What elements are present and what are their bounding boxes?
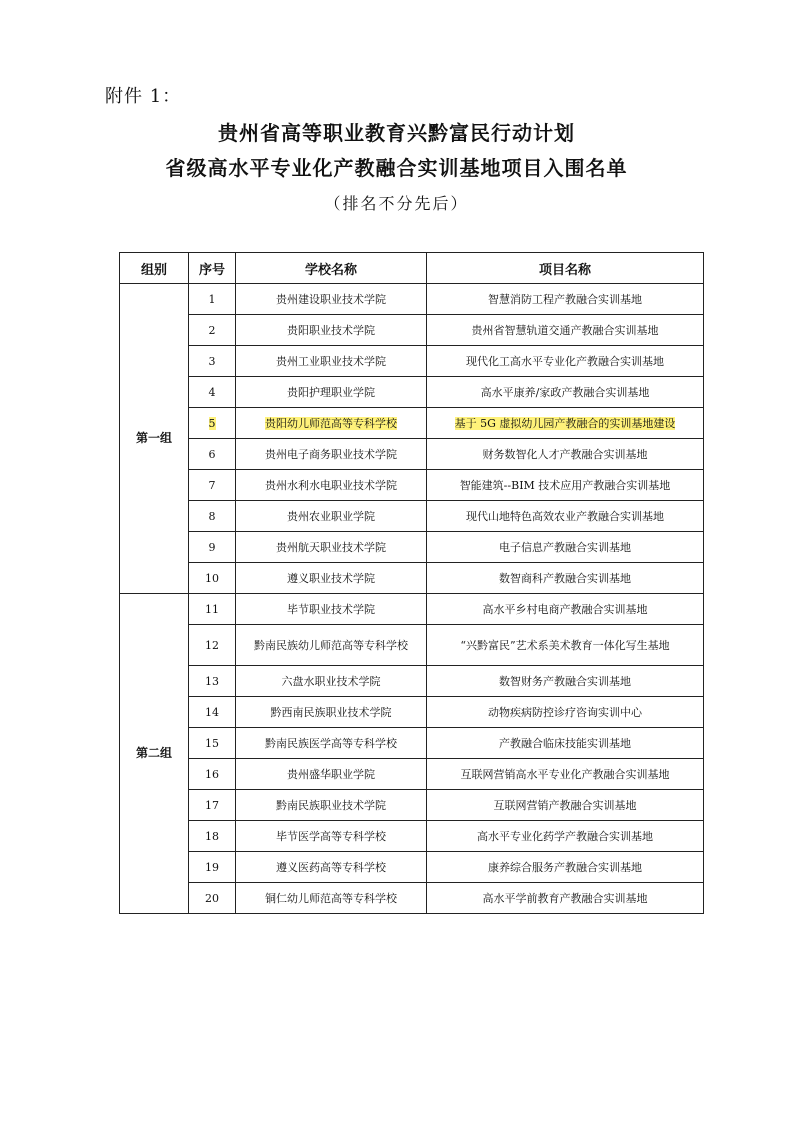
seq-cell-text: 3 <box>208 354 216 368</box>
ranking-note: （排名不分先后） <box>324 194 469 213</box>
seq-cell-text: 13 <box>205 674 219 688</box>
seq-cell <box>189 759 236 790</box>
table-row <box>120 852 704 883</box>
seq-cell <box>189 625 236 666</box>
seq-cell-text: 17 <box>205 798 219 812</box>
project-name-cell-text: 数智商科产教融合实训基地 <box>499 571 631 585</box>
table-row <box>120 821 704 852</box>
school-name-cell <box>236 439 427 470</box>
group-name-cell: 第二组 <box>120 594 189 914</box>
school-name-cell-text: 贵州建设职业技术学院 <box>276 292 386 306</box>
project-name-cell-text: 基于 5G 虚拟幼儿园产教融合的实训基地建设 <box>454 416 676 430</box>
seq-cell-text: 2 <box>208 323 216 337</box>
school-name-cell-text: 黔南民族医学高等专科学校 <box>265 736 397 750</box>
seq-cell-text: 18 <box>205 829 219 843</box>
school-name-cell-text: 贵州电子商务职业技术学院 <box>265 447 397 461</box>
project-name-cell <box>427 470 704 501</box>
seq-cell-text: 10 <box>205 571 219 585</box>
column-header-group: 组别 <box>120 253 189 284</box>
table-row <box>120 377 704 408</box>
table-row <box>120 284 704 315</box>
project-name-cell-text: 智慧消防工程产教融合实训基地 <box>488 292 642 306</box>
table-row <box>120 883 704 914</box>
school-name-cell-text: 贵州水利水电职业技术学院 <box>265 478 397 492</box>
table-row <box>120 790 704 821</box>
project-name-cell <box>427 501 704 532</box>
seq-cell <box>189 594 236 625</box>
project-name-cell <box>427 315 704 346</box>
table-row <box>120 697 704 728</box>
school-name-cell-text: 铜仁幼儿师范高等专科学校 <box>265 891 397 905</box>
table-row <box>120 501 704 532</box>
project-name-cell-text: 智能建筑--BIM 技术应用产教融合实训基地 <box>459 478 671 492</box>
attachment-label: 附件 1： <box>105 86 182 107</box>
table-row <box>120 408 704 439</box>
school-name-cell <box>236 284 427 315</box>
project-name-cell-text: 互联网营销产教融合实训基地 <box>493 798 637 812</box>
shortlist-table <box>119 252 704 914</box>
school-name-cell-text: 毕节医学高等专科学校 <box>276 829 386 843</box>
seq-cell <box>189 883 236 914</box>
school-name-cell <box>236 697 427 728</box>
seq-cell <box>189 666 236 697</box>
seq-cell <box>189 439 236 470</box>
school-name-cell-text: 黔西南民族职业技术学院 <box>270 705 392 719</box>
school-name-cell <box>236 728 427 759</box>
column-header-school: 学校名称 <box>236 253 427 284</box>
table-row <box>120 563 704 594</box>
school-name-cell-text: 遵义医药高等专科学校 <box>276 860 386 874</box>
table-row <box>120 728 704 759</box>
table-row <box>120 594 704 625</box>
school-name-cell <box>236 883 427 914</box>
school-name-cell-text: 贵阳护理职业学院 <box>287 385 375 399</box>
project-name-cell <box>427 408 704 439</box>
project-name-cell <box>427 284 704 315</box>
project-name-cell <box>427 883 704 914</box>
school-name-cell <box>236 563 427 594</box>
seq-cell-text: 16 <box>205 767 219 781</box>
project-name-cell <box>427 532 704 563</box>
school-name-cell-text: 贵阳幼儿师范高等专科学校 <box>265 416 397 430</box>
seq-cell <box>189 501 236 532</box>
table-row <box>120 470 704 501</box>
seq-cell-text: 19 <box>205 860 219 874</box>
project-name-cell-text: 高水平乡村电商产教融合实训基地 <box>482 602 648 616</box>
project-name-cell-text: 贵州省智慧轨道交通产教融合实训基地 <box>471 323 659 337</box>
school-name-cell-text: 毕节职业技术学院 <box>287 602 375 616</box>
seq-cell <box>189 852 236 883</box>
table-row <box>120 346 704 377</box>
table-row <box>120 532 704 563</box>
project-name-cell-text: 数智财务产教融合实训基地 <box>499 674 631 688</box>
project-name-cell <box>427 728 704 759</box>
seq-cell-text: 11 <box>205 602 219 616</box>
seq-cell <box>189 790 236 821</box>
seq-cell <box>189 821 236 852</box>
school-name-cell-text: 六盘水职业技术学院 <box>281 674 381 688</box>
seq-cell-text: 4 <box>208 385 216 399</box>
seq-cell <box>189 728 236 759</box>
seq-cell <box>189 346 236 377</box>
seq-cell <box>189 408 236 439</box>
seq-cell-text: 15 <box>205 736 219 750</box>
table-body <box>120 284 704 914</box>
school-name-cell <box>236 408 427 439</box>
school-name-cell-text: 贵州盛华职业学院 <box>287 767 375 781</box>
seq-cell-text: 8 <box>208 509 216 523</box>
project-name-cell-text: 高水平学前教育产教融合实训基地 <box>482 891 648 905</box>
project-name-cell <box>427 852 704 883</box>
project-name-cell <box>427 759 704 790</box>
project-name-cell-text: 互联网营销高水平专业化产教融合实训基地 <box>460 767 670 781</box>
project-name-cell-text: 现代化工高水平专业化产教融合实训基地 <box>466 354 664 368</box>
school-name-cell <box>236 532 427 563</box>
table-row <box>120 315 704 346</box>
project-name-cell <box>427 563 704 594</box>
school-name-cell <box>236 594 427 625</box>
project-name-cell-text: 高水平康养/家政产教融合实训基地 <box>480 385 650 399</box>
group-name-cell: 第一组 <box>120 284 189 594</box>
project-name-cell-text: 高水平专业化药学产教融合实训基地 <box>477 829 653 843</box>
seq-cell <box>189 697 236 728</box>
school-name-cell-text: 贵阳职业技术学院 <box>287 323 375 337</box>
project-name-cell <box>427 666 704 697</box>
project-name-cell-text: 康养综合服务产教融合实训基地 <box>488 860 642 874</box>
school-name-cell-text: 黔南民族幼儿师范高等专科学校 <box>254 638 408 652</box>
project-name-cell-text: 电子信息产教融合实训基地 <box>499 540 631 554</box>
school-name-cell-text: 黔南民族职业技术学院 <box>276 798 386 812</box>
seq-cell <box>189 377 236 408</box>
seq-cell-text: 6 <box>208 447 216 461</box>
table-row <box>120 439 704 470</box>
school-name-cell <box>236 315 427 346</box>
project-name-cell <box>427 377 704 408</box>
project-name-cell <box>427 697 704 728</box>
project-name-cell-text: 动物疾病防控诊疗咨询实训中心 <box>488 705 642 719</box>
seq-cell-text: 12 <box>205 638 219 652</box>
school-name-cell <box>236 790 427 821</box>
school-name-cell <box>236 821 427 852</box>
school-name-cell-text: 贵州农业职业学院 <box>287 509 375 523</box>
project-name-cell-text: 财务数智化人才产教融合实训基地 <box>482 447 648 461</box>
seq-cell <box>189 563 236 594</box>
project-name-cell-text: “兴黔富民”艺术系美术教育一体化写生基地 <box>460 638 670 652</box>
project-name-cell-text: 现代山地特色高效农业产教融合实训基地 <box>466 509 664 523</box>
school-name-cell-text: 贵州航天职业技术学院 <box>276 540 386 554</box>
table-header-row <box>120 253 704 284</box>
table-row <box>120 666 704 697</box>
project-name-cell-text: 产教融合临床技能实训基地 <box>499 736 631 750</box>
column-header-project: 项目名称 <box>427 253 704 284</box>
school-name-cell <box>236 377 427 408</box>
school-name-cell-text: 贵州工业职业技术学院 <box>276 354 386 368</box>
project-name-cell <box>427 821 704 852</box>
seq-cell-text: 1 <box>208 292 216 306</box>
project-name-cell <box>427 790 704 821</box>
seq-cell <box>189 315 236 346</box>
document-title: 贵州省高等职业教育兴黔富民行动计划 <box>218 121 575 145</box>
seq-cell-text: 7 <box>208 478 216 492</box>
seq-cell <box>189 284 236 315</box>
project-name-cell <box>427 594 704 625</box>
seq-cell-text: 9 <box>208 540 216 554</box>
school-name-cell <box>236 470 427 501</box>
school-name-cell <box>236 759 427 790</box>
seq-cell-text: 5 <box>208 416 216 430</box>
table-row <box>120 759 704 790</box>
seq-cell-text: 14 <box>205 705 219 719</box>
school-name-cell <box>236 346 427 377</box>
column-header-seq: 序号 <box>189 253 236 284</box>
table-row <box>120 625 704 666</box>
school-name-cell <box>236 666 427 697</box>
school-name-cell <box>236 852 427 883</box>
project-name-cell <box>427 439 704 470</box>
project-name-cell <box>427 346 704 377</box>
school-name-cell-text: 遵义职业技术学院 <box>287 571 375 585</box>
school-name-cell <box>236 625 427 666</box>
seq-cell <box>189 470 236 501</box>
seq-cell <box>189 532 236 563</box>
school-name-cell <box>236 501 427 532</box>
project-name-cell <box>427 625 704 666</box>
document-subtitle: 省级高水平专业化产教融合实训基地项目入围名单 <box>165 156 628 180</box>
seq-cell-text: 20 <box>205 891 219 905</box>
